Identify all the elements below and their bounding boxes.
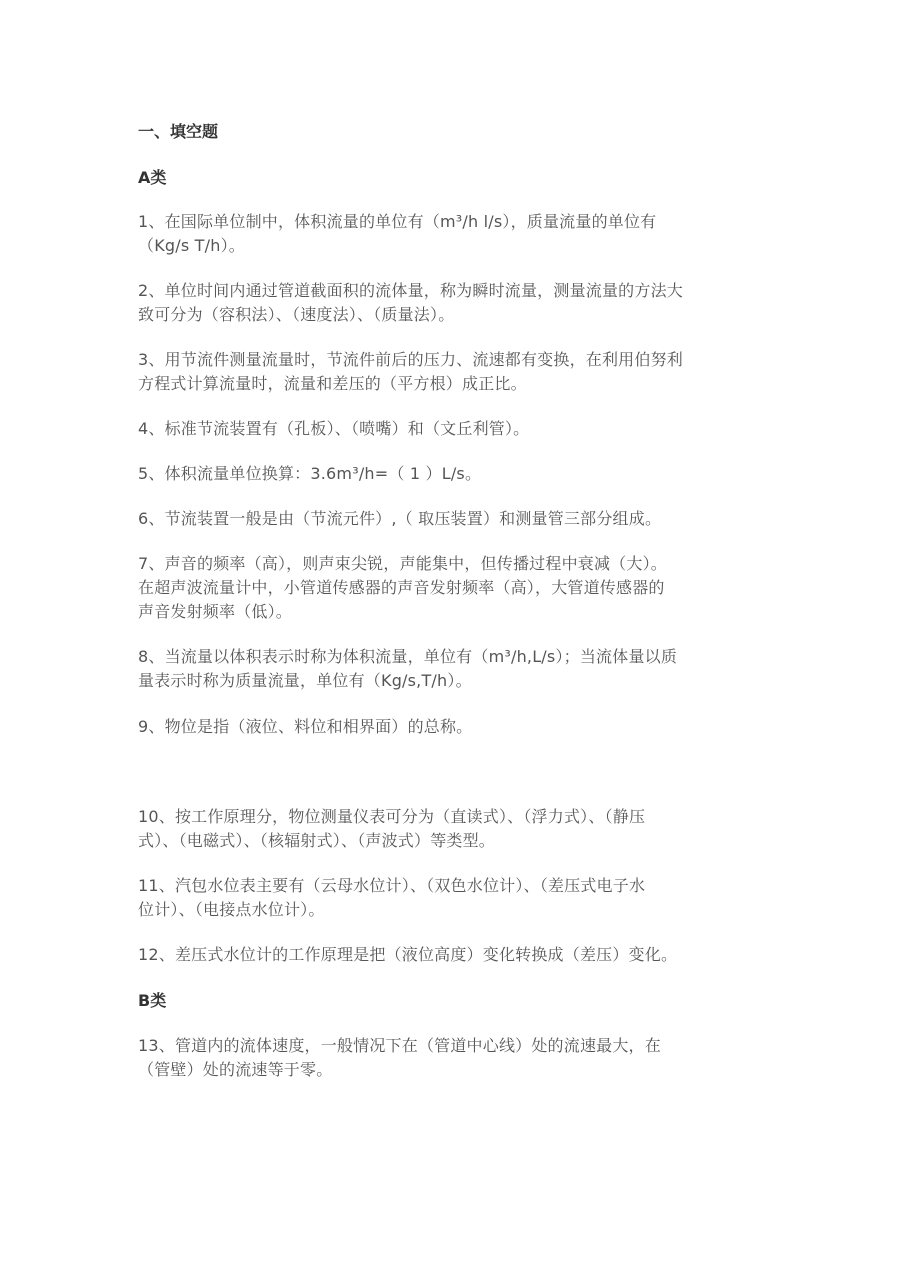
question-line: 11、汽包水位表主要有（云母水位计）、（双色水位计）、（差压式电子水 [138, 876, 646, 895]
question-line: 4、标准节流装置有（孔板）、（喷嘴）和（文丘利管）。 [138, 419, 530, 438]
question-2 [138, 279, 778, 327]
question-5 [138, 462, 778, 486]
question-7 [138, 552, 778, 624]
question-line: 13、管道内的流体速度，一般情况下在（管道中心线）处的流速最大，在 [138, 1036, 661, 1055]
question-8 [138, 645, 778, 693]
question-10 [138, 805, 778, 853]
question-4 [138, 417, 778, 441]
question-line: 式）、（电磁式）、（核辐射式）、（声波式）等类型。 [138, 831, 496, 850]
question-line: 8、当流量以体积表示时称为体积流量，单位有（m³/h,L/s）；当流体量以质 [138, 647, 678, 666]
question-11 [138, 874, 778, 922]
section-title: 一、填空题 [138, 122, 219, 141]
question-line: 致可分为（容积法）、（速度法）、（质量法）。 [138, 305, 455, 324]
question-6 [138, 507, 778, 531]
question-line: 2、单位时间内通过管道截面积的流体量，称为瞬时流量，测量流量的方法大 [138, 281, 683, 300]
category-a-heading: A类 [138, 168, 167, 187]
question-line: 5、体积流量单位换算：3.6m³/h=（ 1 ）L/s。 [138, 464, 482, 483]
question-9 [138, 715, 778, 739]
question-12 [138, 943, 778, 967]
question-line: 12、差压式水位计的工作原理是把（液位高度）变化转换成（差压）变化。 [138, 945, 678, 964]
question-1 [138, 210, 778, 258]
question-line: 3、用节流件测量流量时，节流件前后的压力、流速都有变换，在利用伯努利 [138, 350, 683, 369]
question-line: 在超声波流量计中，小管道传感器的声音发射频率（高），大管道传感器的 [138, 578, 665, 597]
question-line: 声音发射频率（低）。 [138, 602, 293, 621]
question-13 [138, 1034, 778, 1082]
question-line: 9、物位是指（液位、料位和相界面）的总称。 [138, 717, 473, 736]
question-3 [138, 348, 778, 396]
question-line: 方程式计算流量时，流量和差压的（平方根）成正比。 [138, 374, 527, 393]
question-line: （Kg/s T/h）。 [138, 236, 245, 255]
question-line: 1、在国际单位制中，体积流量的单位有（m³/h l/s），质量流量的单位有 [138, 212, 657, 231]
category-b-heading: B类 [138, 991, 167, 1010]
question-line: 10、按工作原理分，物位测量仪表可分为（直读式）、（浮力式）、（静压 [138, 807, 646, 826]
question-line: 位计）、（电接点水位计）。 [138, 900, 325, 919]
question-line: 6、节流装置一般是由（节流元件）,（ 取压装置）和测量管三部分组成。 [138, 509, 662, 528]
question-line: （管壁）处的流速等于零。 [138, 1060, 333, 1079]
question-line: 7、声音的频率（高），则声束尖锐，声能集中，但传播过程中衰减（大）。 [138, 554, 667, 573]
question-line: 量表示时称为质量流量，单位有（Kg/s,T/h）。 [138, 671, 472, 690]
